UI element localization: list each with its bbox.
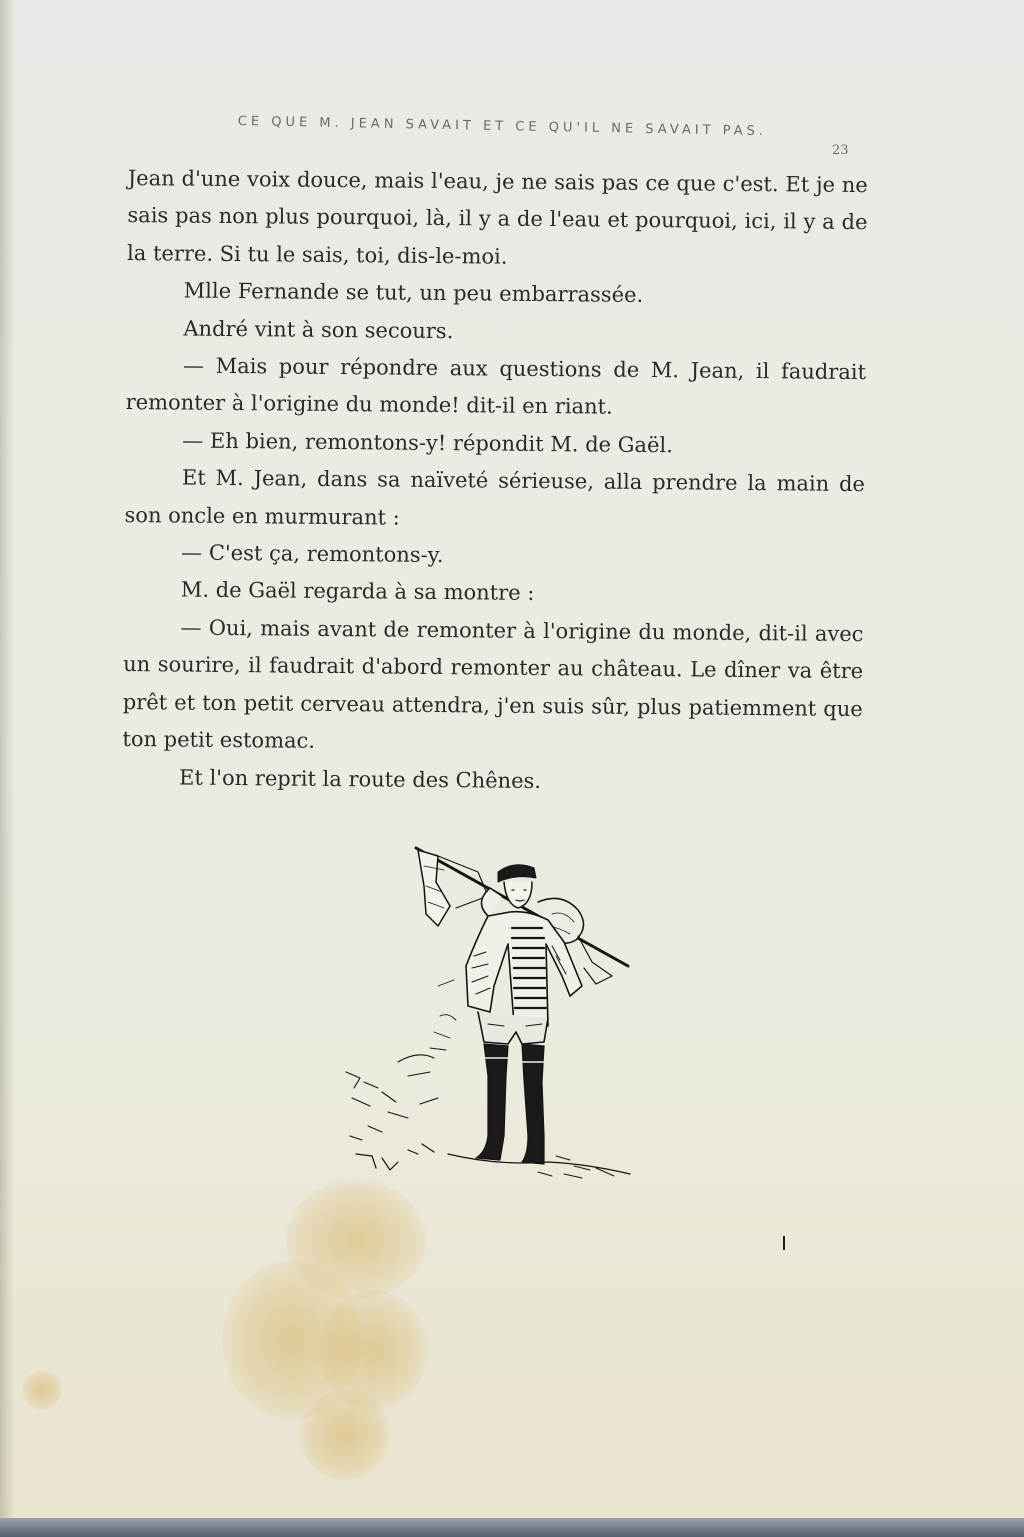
paragraph: Et l'on reprit la route des Chênes. (178, 765, 542, 793)
binding-shadow (0, 0, 14, 1528)
running-head: CE QUE M. JEAN SAVAIT ET CE QU'IL NE SAVAIT PAS. (237, 114, 768, 140)
paragraph: Et M. Jean, dans sa naïveté sérieuse, alla prendre la main de son oncle en murmurant : (124, 465, 866, 530)
page-number: 23 (832, 143, 849, 158)
paragraph: — Eh bien, remontons-y! répondit M. de Gaël. (182, 428, 673, 458)
table-surface (0, 1518, 1024, 1537)
body-text (122, 160, 868, 803)
foxing-stain (22, 1370, 62, 1410)
paragraph: Jean d'une voix douce, mais l'eau, je ne sais pas ce que c'est. Et je ne sais pas non plus pourquoi, là, il y a de l'eau et pourquoi, ici, il y a de la terre. Si tu le sais, toi, dis-le-moi. (126, 165, 868, 269)
ink-mark (782, 1236, 786, 1250)
paragraph: M. de Gaël regarda à sa montre : (180, 577, 535, 606)
paragraph: — Mais pour répondre aux questions de M. Jean, il faudrait remonter à l'origine du monde! dit-il en riant. (125, 353, 867, 420)
foxing-stain (300, 1390, 390, 1480)
paragraph: Mlle Fernande se tut, un peu embarrassée. (183, 278, 644, 308)
boy-with-net-illustration (338, 836, 638, 1196)
paragraph: André vint à son secours. (183, 316, 454, 343)
paragraph: — Oui, mais avant de remonter à l'origine du monde, dit-il avec un sourire, il faudrait d'abord remonter au château. Le dîner va être prêt et ton petit cerveau attendra, j'en suis sûr, plus patiemment que ton petit estomac. (122, 615, 864, 753)
paragraph: — C'est ça, remontons-y. (181, 540, 444, 568)
